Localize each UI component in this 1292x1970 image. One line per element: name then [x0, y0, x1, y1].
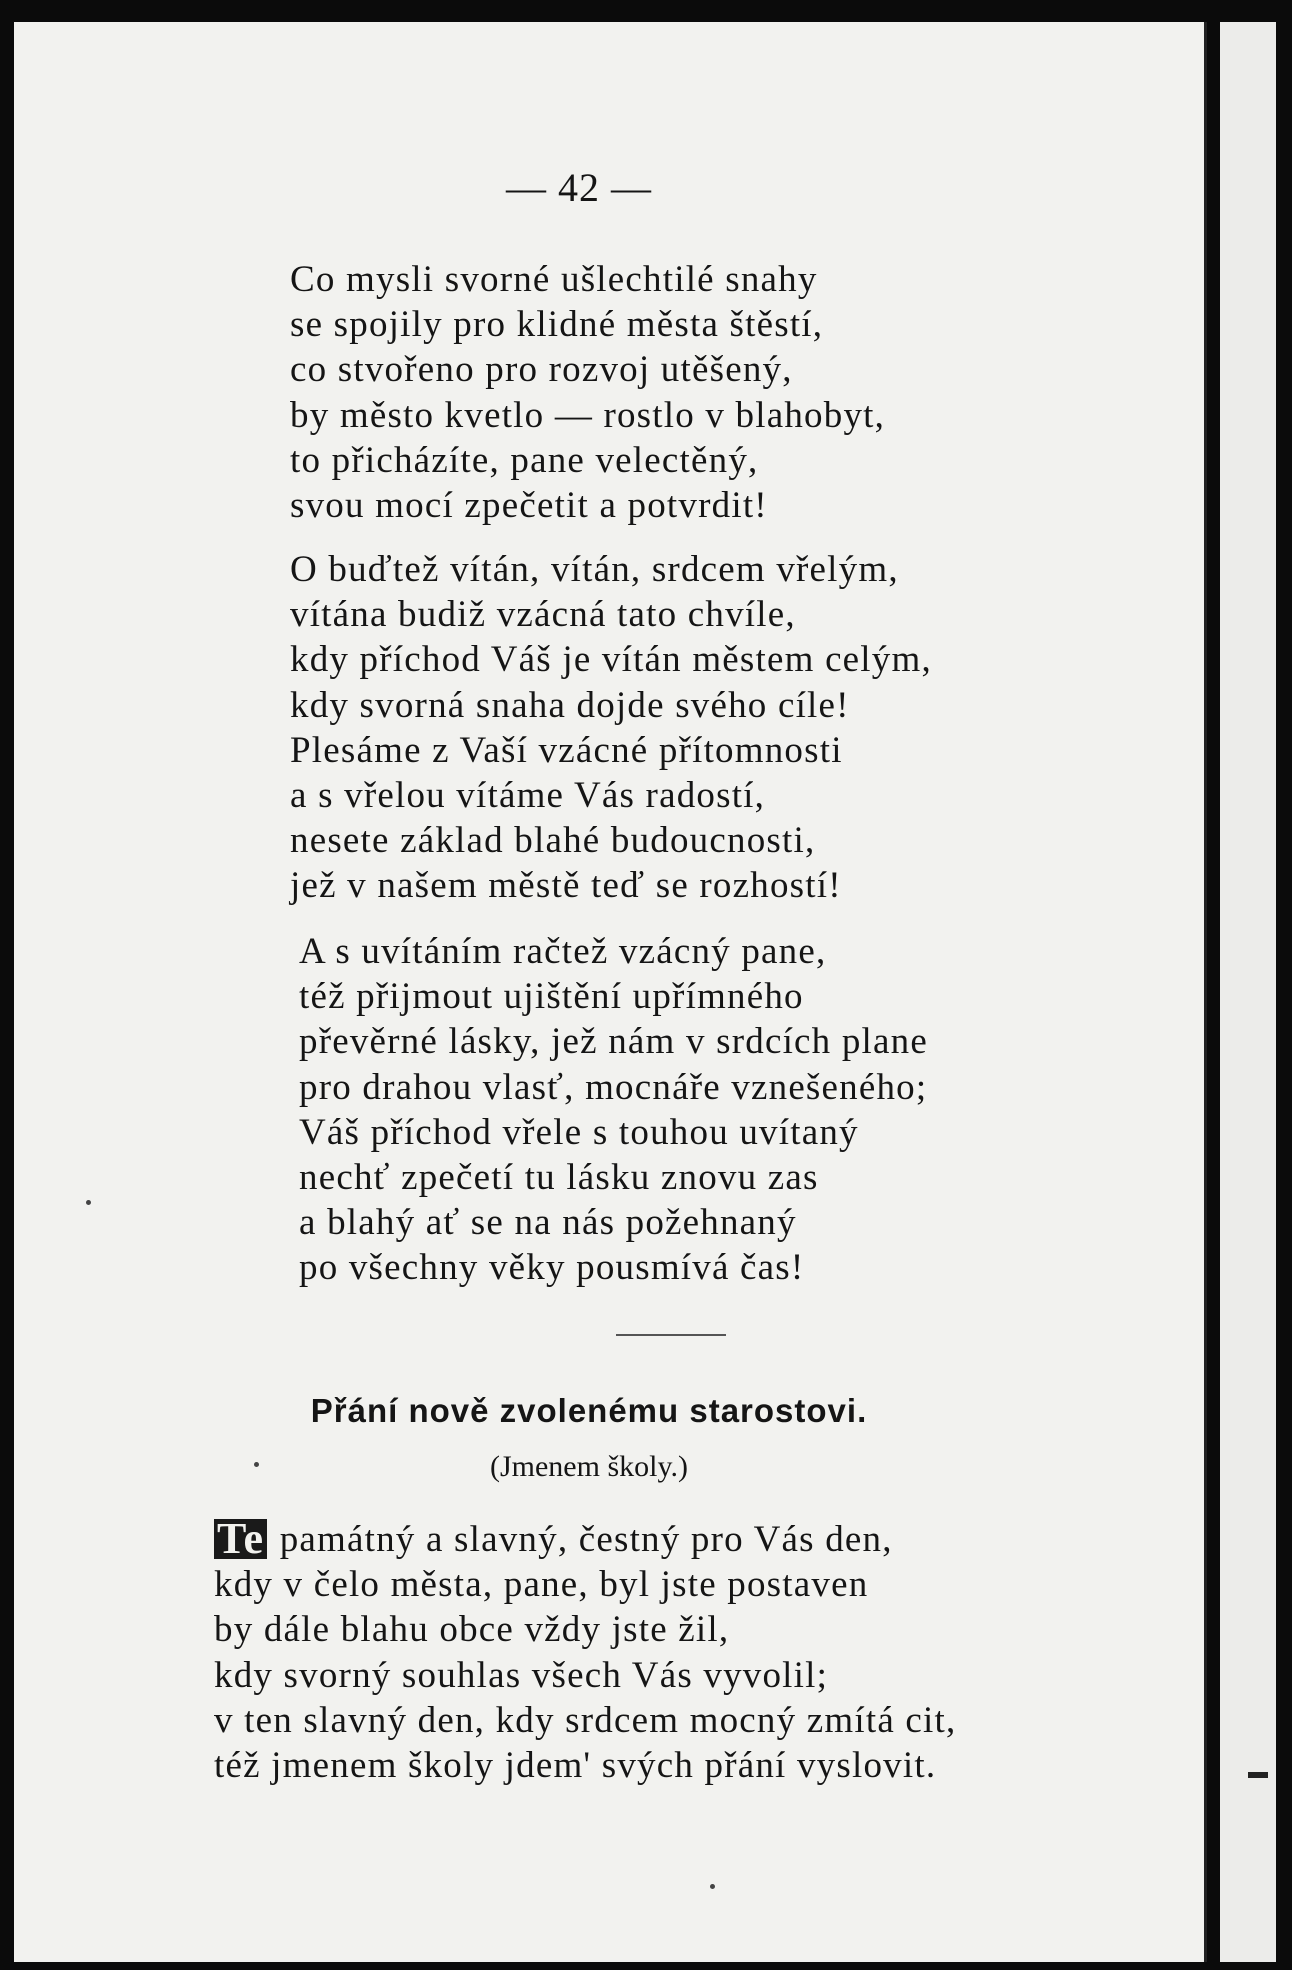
stanza-4	[214, 1514, 957, 1788]
verse-line: co stvořeno pro rozvoj utěšený,	[290, 349, 793, 391]
verse-line: by dále blahu obce vždy jste žil,	[214, 1609, 730, 1651]
verse-line: vítána budiž vzácná tato chvíle,	[290, 594, 796, 636]
print-speck	[86, 1200, 91, 1205]
verse-line: Co mysli svorné ušlechtilé snahy	[290, 259, 818, 300]
book-page	[14, 22, 1207, 1962]
verse-line-first	[214, 1514, 956, 1563]
stanza-2	[290, 547, 932, 909]
verse-line-first-rest: památný a slavný, čestný pro Vás den,	[269, 1519, 893, 1560]
print-speck	[254, 1462, 259, 1467]
verse-line: a s vřelou vítáme Vás radostí,	[290, 775, 766, 817]
verse-line: A s uvítáním račtež vzácný pane,	[299, 931, 827, 972]
edge-mark	[1248, 1772, 1268, 1778]
verse-line: kdy příchod Váš je vítán městem celým,	[290, 639, 932, 681]
verse-line: pro drahou vlasť, mocnáře vznešeného;	[299, 1066, 928, 1108]
verse-line: nesete základ blahé budoucnosti,	[290, 820, 816, 862]
verse-line: svou mocí zpečetit a potvrdit!	[290, 485, 768, 527]
verse-line: to přicházíte, pane velectěný,	[290, 439, 759, 481]
verse-line: též jmenem školy jdem' svých přání vyslovit.	[214, 1745, 937, 1787]
section-divider	[616, 1334, 726, 1336]
section-title: Přání nově zvolenému starostovi.	[310, 1392, 868, 1429]
verse-line: kdy v čelo města, pane, byl jste postaven	[214, 1564, 869, 1606]
verse-line: nechť zpečetí tu lásku znovu zas	[299, 1157, 819, 1199]
verse-line: Váš příchod vřele s touhou uvítaný	[299, 1111, 859, 1153]
page-number: — 42 —	[506, 165, 652, 210]
section-subtitle: (Jmenem školy.)	[489, 1450, 689, 1483]
verse-line: Plesáme z Vaší vzácné přítomnosti	[290, 729, 843, 771]
verse-line: se spojily pro klidné města štěstí,	[290, 304, 824, 346]
verse-line: O buďtež vítán, vítán, srdcem vřelým,	[290, 549, 899, 590]
stanza-3	[299, 929, 928, 1291]
verse-line: by město kvetlo — rostlo v blahobyt,	[290, 394, 886, 436]
verse-line: a blahý ať se na nás požehnaný	[299, 1202, 797, 1244]
verse-line: též přijmout ujištění upřímného	[299, 976, 804, 1018]
drop-cap: Te	[214, 1519, 267, 1559]
verse-line: kdy svorný souhlas všech Vás vyvolil;	[214, 1654, 829, 1696]
verse-line: po všechny věky pousmívá čas!	[299, 1247, 805, 1289]
print-speck	[710, 1884, 715, 1889]
verse-line: jež v našem městě teď se rozhostí!	[290, 865, 842, 907]
verse-line: kdy svorná snaha dojde svého cíle!	[290, 684, 850, 726]
stanza-1	[290, 257, 885, 528]
verse-line: převěrné lásky, jež nám v srdcích plane	[299, 1021, 928, 1063]
adjacent-page-edge	[1220, 22, 1276, 1962]
verse-line: v ten slavný den, kdy srdcem mocný zmítá cit,	[214, 1699, 957, 1741]
